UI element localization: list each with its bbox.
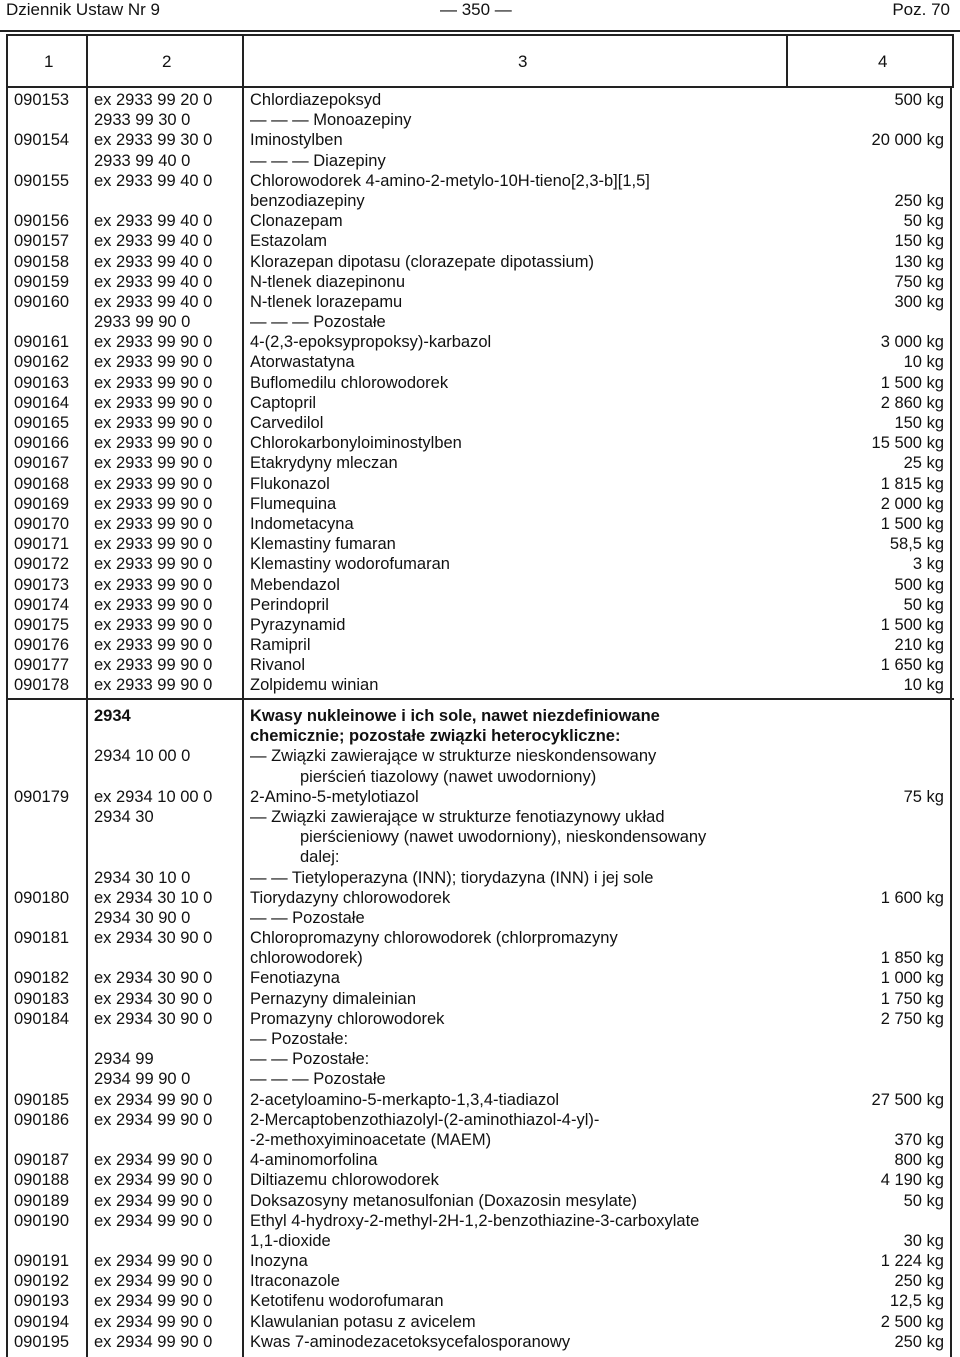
row-description: Chlorowodorek 4-amino-2-metylo-10H-tieno[2,3-b][1,5] <box>250 171 650 190</box>
table-row <box>6 332 954 352</box>
row-description: 2-Amino-5-metylotiazol <box>250 787 419 806</box>
row-position-number: 090184 <box>14 1009 70 1028</box>
row-description: Doksazosyny metanosulfonian (Doxazosin mesylate) <box>250 1191 638 1210</box>
row-description: Clonazepam <box>250 212 343 231</box>
row-description: 2-Mercaptobenzothiazolyl-(2-aminothiazol-4-yl)- <box>250 1110 600 1129</box>
row-description: Kwas 7-aminodezacetoksycefalosporanowy <box>250 1332 571 1351</box>
row-description: Itraconazole <box>250 1272 340 1291</box>
row-cn-code: ex 2933 99 90 0 <box>94 535 213 554</box>
row-cn-code: ex 2933 99 90 0 <box>94 575 213 594</box>
row-position-number: 090190 <box>14 1211 70 1230</box>
table-row <box>6 1029 954 1049</box>
table-row <box>6 554 954 574</box>
row-cn-code: ex 2934 30 90 0 <box>94 929 213 948</box>
row-cn-code: ex 2933 99 40 0 <box>94 272 213 291</box>
row-quantity: 1 750 kg <box>880 989 944 1008</box>
row-position-number: 090163 <box>14 373 70 392</box>
row-quantity: 250 kg <box>894 1272 944 1291</box>
page-header <box>0 0 960 32</box>
row-cn-code: ex 2933 99 90 0 <box>94 393 213 412</box>
row-position-number: 090158 <box>14 252 70 271</box>
row-description: Fenotiazyna <box>250 969 340 988</box>
table-row <box>6 393 954 413</box>
table-row <box>6 1130 954 1150</box>
row-position-number: 090195 <box>14 1332 70 1351</box>
row-cn-code: ex 2934 30 90 0 <box>94 1009 213 1028</box>
row-position-number: 090155 <box>14 171 70 190</box>
row-cn-code: 2934 99 <box>94 1050 154 1069</box>
row-cn-code: 2934 30 90 0 <box>94 908 191 927</box>
row-quantity: 1 650 kg <box>880 656 944 675</box>
table-row <box>6 151 954 171</box>
position-number: Poz. 70 <box>892 0 950 19</box>
row-position-number: 090176 <box>14 636 70 655</box>
table-row <box>6 1150 954 1170</box>
table-row <box>6 292 954 312</box>
row-position-number: 090168 <box>14 474 70 493</box>
table-row <box>6 908 954 928</box>
row-cn-code: ex 2933 99 90 0 <box>94 595 213 614</box>
row-description: Indometacyna <box>250 514 354 533</box>
row-position-number: 090175 <box>14 615 70 634</box>
column-header-row <box>6 34 954 88</box>
column-header-2: 2 <box>162 52 172 71</box>
row-position-number: 090188 <box>14 1171 70 1190</box>
row-quantity: 150 kg <box>894 232 944 251</box>
row-description: Chloropromazyny chlorowodorek (chlorpromazyny <box>250 929 618 948</box>
row-position-number: 090194 <box>14 1312 70 1331</box>
row-cn-code: ex 2933 99 90 0 <box>94 555 213 574</box>
row-cn-code: ex 2934 99 90 0 <box>94 1292 213 1311</box>
row-cn-code: ex 2933 99 90 0 <box>94 494 213 513</box>
table-row <box>6 1251 954 1271</box>
row-position-number: 090166 <box>14 434 70 453</box>
row-quantity: 800 kg <box>894 1151 944 1170</box>
table-row <box>6 726 954 746</box>
row-description: Klorazepan dipotasu (clorazepate dipotassium) <box>250 252 594 271</box>
row-cn-code: 2934 30 10 0 <box>94 868 191 887</box>
row-description: Promazyny chlorowodorek <box>250 1009 445 1028</box>
row-cn-code: ex 2934 10 00 0 <box>94 787 213 806</box>
row-description: pierścień tiazolowy (nawet uwodorniony) <box>300 767 597 786</box>
row-cn-code: ex 2933 99 20 0 <box>94 91 213 109</box>
row-quantity: 150 kg <box>894 414 944 432</box>
row-position-number: 090186 <box>14 1110 70 1129</box>
row-cn-code: ex 2933 99 40 0 <box>94 252 213 271</box>
table-row <box>6 90 954 110</box>
table-row <box>6 494 954 514</box>
row-description: chemicznie; pozostałe związki heterocykliczne: <box>250 727 621 746</box>
table-section-2934 <box>6 706 954 1352</box>
row-cn-code: ex 2933 99 90 0 <box>94 333 213 352</box>
row-description: Ramipril <box>250 636 311 655</box>
table-row <box>6 615 954 635</box>
row-cn-code: ex 2933 99 30 0 <box>94 131 213 150</box>
row-quantity: 1 500 kg <box>880 615 944 634</box>
table-row <box>6 827 954 847</box>
table-row <box>6 746 954 766</box>
row-quantity: 750 kg <box>894 272 944 291</box>
table-row <box>6 1211 954 1231</box>
row-cn-code: ex 2933 99 90 0 <box>94 636 213 655</box>
table-row <box>6 968 954 988</box>
row-description: Etakrydyny mleczan <box>250 454 398 473</box>
row-description: Klawulanian potasu z avicelem <box>250 1312 476 1331</box>
row-cn-code: ex 2934 99 90 0 <box>94 1252 213 1271</box>
table-row <box>6 312 954 332</box>
row-cn-code: 2933 99 30 0 <box>94 111 191 130</box>
row-description: Captopril <box>250 393 317 412</box>
row-quantity: 3 kg <box>912 555 944 574</box>
row-quantity: 75 kg <box>903 787 944 806</box>
table-row <box>6 1069 954 1089</box>
table-row <box>6 989 954 1009</box>
row-cn-code: 2933 99 40 0 <box>94 151 191 170</box>
row-description: Klemastiny fumaran <box>250 535 396 554</box>
column-header-1: 1 <box>44 52 54 71</box>
table-row <box>6 1312 954 1332</box>
table-row <box>6 1191 954 1211</box>
row-quantity: 20 000 kg <box>871 131 944 150</box>
row-description: — — — Monoazepiny <box>250 111 412 130</box>
table-row <box>6 767 954 787</box>
row-position-number: 090193 <box>14 1292 70 1311</box>
row-quantity: 27 500 kg <box>871 1090 944 1109</box>
row-quantity: 12,5 kg <box>889 1292 944 1311</box>
table-row <box>6 675 954 695</box>
row-position-number: 090167 <box>14 454 70 473</box>
row-cn-code: ex 2934 30 90 0 <box>94 969 213 988</box>
table-row <box>6 453 954 473</box>
table-row <box>6 433 954 453</box>
row-description: Chlordiazepoksyd <box>250 91 382 109</box>
row-cn-code: 2933 99 90 0 <box>94 313 191 332</box>
table-row <box>6 635 954 655</box>
row-quantity: 500 kg <box>894 575 944 594</box>
row-quantity: 10 kg <box>903 353 944 372</box>
table-row <box>6 595 954 615</box>
row-quantity: 2 500 kg <box>880 1312 944 1331</box>
table-row <box>6 655 954 675</box>
row-position-number: 090178 <box>14 676 70 695</box>
row-quantity: 15 500 kg <box>871 434 944 453</box>
row-cn-code: 2934 <box>94 707 131 725</box>
row-cn-code: ex 2933 99 90 0 <box>94 414 213 432</box>
row-description: Inozyna <box>250 1252 308 1271</box>
table-row <box>6 110 954 130</box>
row-quantity: 2 860 kg <box>880 393 944 412</box>
row-quantity: 250 kg <box>894 1332 944 1351</box>
table-row <box>6 191 954 211</box>
row-description: — — — Pozostałe <box>250 313 386 332</box>
row-cn-code: ex 2934 99 90 0 <box>94 1312 213 1331</box>
table-row <box>6 888 954 908</box>
row-cn-code: ex 2933 99 90 0 <box>94 615 213 634</box>
table-row <box>6 928 954 948</box>
row-description: -2-methoxyiminoacetate (MAEM) <box>250 1130 492 1149</box>
row-position-number: 090154 <box>14 131 70 150</box>
row-position-number: 090160 <box>14 292 70 311</box>
row-position-number: 090187 <box>14 1151 70 1170</box>
row-quantity: 250 kg <box>894 191 944 210</box>
row-cn-code: ex 2933 99 40 0 <box>94 171 213 190</box>
row-description: Kwasy nukleinowe i ich sole, nawet niezdefiniowane <box>250 707 660 725</box>
journal-title: Dziennik Ustaw Nr 9 <box>6 0 160 19</box>
row-cn-code: 2934 30 <box>94 807 154 826</box>
row-position-number: 090159 <box>14 272 70 291</box>
row-description: Atorwastatyna <box>250 353 355 372</box>
row-description: N-tlenek diazepinonu <box>250 272 406 291</box>
row-description: Rivanol <box>250 656 306 675</box>
table-section-2933 <box>6 90 954 696</box>
row-description: benzodiazepiny <box>250 191 365 210</box>
row-cn-code: ex 2934 99 90 0 <box>94 1151 213 1170</box>
table-row <box>6 272 954 292</box>
row-quantity: 58,5 kg <box>889 535 944 554</box>
table-row <box>6 514 954 534</box>
row-quantity: 30 kg <box>903 1231 944 1250</box>
row-description: Zolpidemu winian <box>250 676 379 695</box>
row-cn-code: 2934 99 90 0 <box>94 1070 191 1089</box>
column-header-4: 4 <box>878 52 888 71</box>
table-row <box>6 1170 954 1190</box>
row-position-number: 090181 <box>14 929 70 948</box>
row-description: chlorowodorek) <box>250 949 363 968</box>
page-number: — 350 — <box>440 0 512 19</box>
row-description: Flumequina <box>250 494 337 513</box>
row-quantity: 1 000 kg <box>880 969 944 988</box>
table-row <box>6 847 954 867</box>
table-row <box>6 1271 954 1291</box>
row-cn-code: ex 2933 99 40 0 <box>94 212 213 231</box>
row-position-number: 090165 <box>14 414 70 432</box>
table-row <box>6 1049 954 1069</box>
row-description: Buflomedilu chlorowodorek <box>250 373 449 392</box>
row-cn-code: ex 2934 99 90 0 <box>94 1272 213 1291</box>
table-row <box>6 211 954 231</box>
row-description: — — — Diazepiny <box>250 151 386 170</box>
row-position-number: 090182 <box>14 969 70 988</box>
row-description: Mebendazol <box>250 575 340 594</box>
row-quantity: 1 600 kg <box>880 888 944 907</box>
row-cn-code: ex 2933 99 40 0 <box>94 232 213 251</box>
row-quantity: 25 kg <box>903 454 944 473</box>
row-position-number: 090157 <box>14 232 70 251</box>
row-cn-code: ex 2933 99 90 0 <box>94 353 213 372</box>
row-description: Estazolam <box>250 232 328 251</box>
table-row <box>6 1291 954 1311</box>
row-description: Diltiazemu chlorowodorek <box>250 1171 439 1190</box>
row-description: — Związki zawierające w strukturze fenotiazynowy układ <box>250 807 665 826</box>
row-position-number: 090153 <box>14 91 70 109</box>
row-quantity: 130 kg <box>894 252 944 271</box>
table-row <box>6 534 954 554</box>
row-description: Ketotifenu wodorofumaran <box>250 1292 444 1311</box>
row-cn-code: ex 2933 99 90 0 <box>94 656 213 675</box>
row-description: — — Pozostałe: <box>250 1050 370 1069</box>
row-quantity: 1 500 kg <box>880 373 944 392</box>
table-row <box>6 252 954 272</box>
row-cn-code: ex 2933 99 90 0 <box>94 474 213 493</box>
row-cn-code: ex 2934 99 90 0 <box>94 1090 213 1109</box>
row-description: Klemastiny wodorofumaran <box>250 555 450 574</box>
row-description: Pyrazynamid <box>250 615 346 634</box>
row-description: Pernazyny dimaleinian <box>250 989 417 1008</box>
row-description: Flukonazol <box>250 474 330 493</box>
row-quantity: 1 815 kg <box>880 474 944 493</box>
row-description: 1,1-dioxide <box>250 1231 331 1250</box>
row-description: — Związki zawierające w strukturze nieskondensowany <box>250 747 657 766</box>
row-position-number: 090162 <box>14 353 70 372</box>
row-cn-code: ex 2933 99 90 0 <box>94 514 213 533</box>
table-row <box>6 171 954 191</box>
row-quantity: 370 kg <box>894 1130 944 1149</box>
row-position-number: 090161 <box>14 333 70 352</box>
row-quantity: 50 kg <box>903 212 944 231</box>
table-row <box>6 1332 954 1352</box>
table-row <box>6 352 954 372</box>
row-description: Chlorokarbonyloiminostylben <box>250 434 462 453</box>
row-cn-code: ex 2934 99 90 0 <box>94 1191 213 1210</box>
section-divider <box>6 698 954 700</box>
row-quantity: 50 kg <box>903 595 944 614</box>
row-cn-code: ex 2934 30 10 0 <box>94 888 213 907</box>
table-row <box>6 948 954 968</box>
row-position-number: 090169 <box>14 494 70 513</box>
row-quantity: 210 kg <box>894 636 944 655</box>
row-description: 4-aminomorfolina <box>250 1151 378 1170</box>
row-description: Perindopril <box>250 595 329 614</box>
table-row <box>6 787 954 807</box>
row-cn-code: ex 2934 99 90 0 <box>94 1171 213 1190</box>
table-row <box>6 413 954 433</box>
row-description: Iminostylben <box>250 131 343 150</box>
table-row <box>6 130 954 150</box>
table-row <box>6 474 954 494</box>
row-cn-code: ex 2933 99 90 0 <box>94 676 213 695</box>
row-description: N-tlenek lorazepamu <box>250 292 403 311</box>
row-quantity: 3 000 kg <box>880 333 944 352</box>
row-quantity: 4 190 kg <box>880 1171 944 1190</box>
row-description: 4-(2,3-epoksypropoksy)-karbazol <box>250 333 492 352</box>
row-description: — — Tietyloperazyna (INN); tiorydazyna (INN) i jej sole <box>250 868 654 887</box>
table-row <box>6 231 954 251</box>
row-cn-code: ex 2934 99 90 0 <box>94 1332 213 1351</box>
row-description: Carvedilol <box>250 414 324 432</box>
row-quantity: 1 224 kg <box>880 1252 944 1271</box>
row-position-number: 090170 <box>14 514 70 533</box>
row-quantity: 2 000 kg <box>880 494 944 513</box>
table-row <box>6 1090 954 1110</box>
row-cn-code: 2934 10 00 0 <box>94 747 191 766</box>
row-cn-code: ex 2934 30 90 0 <box>94 989 213 1008</box>
table-row <box>6 1110 954 1130</box>
row-position-number: 090174 <box>14 595 70 614</box>
table-row <box>6 373 954 393</box>
row-description: — Pozostałe: <box>250 1030 349 1048</box>
row-position-number: 090191 <box>14 1252 70 1271</box>
row-position-number: 090183 <box>14 989 70 1008</box>
table-row <box>6 706 954 726</box>
row-cn-code: ex 2934 99 90 0 <box>94 1211 213 1230</box>
table-row <box>6 868 954 888</box>
row-description: dalej: <box>300 848 340 867</box>
row-quantity: 50 kg <box>903 1191 944 1210</box>
table-row <box>6 575 954 595</box>
table-row <box>6 1231 954 1251</box>
row-cn-code: ex 2934 99 90 0 <box>94 1110 213 1129</box>
row-position-number: 090189 <box>14 1191 70 1210</box>
row-cn-code: ex 2933 99 90 0 <box>94 434 213 453</box>
row-cn-code: ex 2933 99 40 0 <box>94 292 213 311</box>
row-position-number: 090177 <box>14 656 70 675</box>
row-position-number: 090172 <box>14 555 70 574</box>
row-description: — — — Pozostałe <box>250 1070 386 1089</box>
row-description: Ethyl 4-hydroxy-2-methyl-2H-1,2-benzothiazine-3-carboxylate <box>250 1211 700 1230</box>
row-quantity: 1 500 kg <box>880 514 944 533</box>
row-position-number: 090179 <box>14 787 70 806</box>
row-quantity: 300 kg <box>894 292 944 311</box>
row-position-number: 090164 <box>14 393 70 412</box>
row-description: pierścieniowy (nawet uwodorniony), nieskondensowany <box>300 828 707 847</box>
row-position-number: 090171 <box>14 535 70 554</box>
row-position-number: 090180 <box>14 888 70 907</box>
row-quantity: 1 850 kg <box>880 949 944 968</box>
row-cn-code: ex 2933 99 90 0 <box>94 373 213 392</box>
row-description: 2-acetyloamino-5-merkapto-1,3,4-tiadiazol <box>250 1090 560 1109</box>
column-header-3: 3 <box>518 52 528 71</box>
row-description: Tiorydazyny chlorowodorek <box>250 888 451 907</box>
row-position-number: 090156 <box>14 212 70 231</box>
row-quantity: 500 kg <box>894 91 944 109</box>
row-description: — — Pozostałe <box>250 908 365 927</box>
table-row <box>6 1009 954 1029</box>
table-row <box>6 807 954 827</box>
row-position-number: 090185 <box>14 1090 70 1109</box>
row-position-number: 090192 <box>14 1272 70 1291</box>
row-cn-code: ex 2933 99 90 0 <box>94 454 213 473</box>
row-position-number: 090173 <box>14 575 70 594</box>
row-quantity: 2 750 kg <box>880 1009 944 1028</box>
row-quantity: 10 kg <box>903 676 944 695</box>
